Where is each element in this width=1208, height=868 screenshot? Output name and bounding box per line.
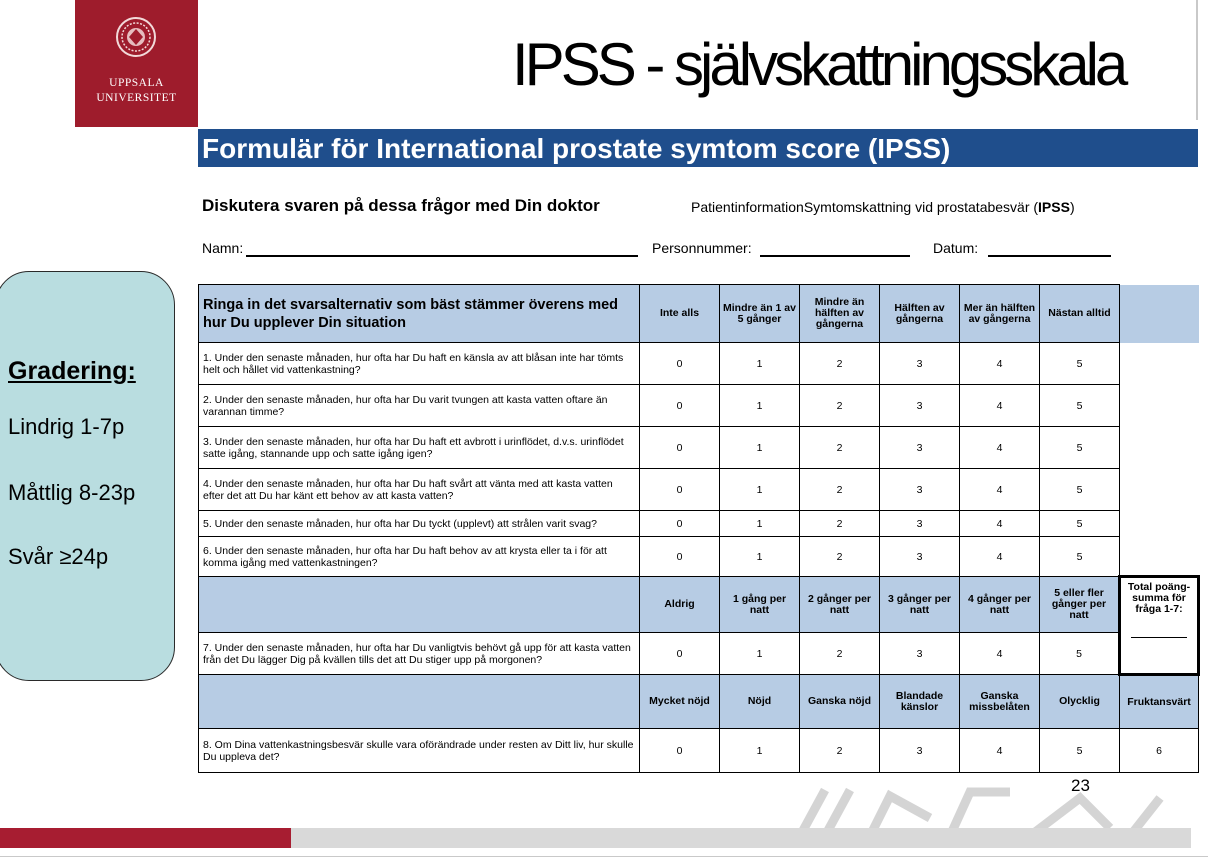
score-cell[interactable]: 2 bbox=[800, 537, 880, 577]
footer-red-bar bbox=[0, 828, 291, 848]
table-row bbox=[199, 385, 1199, 427]
footer-grey-bar bbox=[291, 828, 1191, 848]
patient-info-suffix: ) bbox=[1069, 199, 1075, 215]
question-text: 6. Under den senaste månaden, hur ofta har Du haft behov av att krysta eller ta i för att komma igång med vattenkastningen? bbox=[199, 537, 640, 577]
table-row bbox=[199, 537, 1199, 577]
score-cell[interactable]: 2 bbox=[800, 385, 880, 427]
score-cell[interactable]: 0 bbox=[640, 729, 720, 773]
ipss-table bbox=[198, 284, 1200, 773]
option-header: 2 gånger per natt bbox=[800, 577, 880, 633]
score-cell[interactable]: 3 bbox=[880, 633, 960, 675]
score-cell[interactable]: 0 bbox=[640, 633, 720, 675]
table-row bbox=[199, 343, 1199, 385]
option-header: 1 gång per natt bbox=[720, 577, 800, 633]
question-text: 8. Om Dina vattenkastningsbesvär skulle vara oförändrade under resten av Ditt liv, hur skulle Du uppleva det? bbox=[199, 729, 640, 773]
name-label: Namn: bbox=[202, 240, 244, 256]
question-text: 4. Under den senaste månaden, hur ofta har Du haft svårt att vänta med att kasta vatten efter det att Du har känt ett behov av att kasta vatten? bbox=[199, 469, 640, 511]
grading-moderate: Måttlig 8-23p bbox=[8, 480, 136, 505]
option-header: Ganska nöjd bbox=[800, 675, 880, 729]
score-cell[interactable]: 4 bbox=[960, 537, 1040, 577]
score-cell[interactable]: 3 bbox=[880, 343, 960, 385]
question-text: 3. Under den senaste månaden, hur ofta har Du haft ett avbrott i urinflödet, d.v.s. urinflödet satte igång, stannande upp och satte igång igen? bbox=[199, 427, 640, 469]
score-cell[interactable]: 2 bbox=[800, 343, 880, 385]
score-cell[interactable]: 1 bbox=[720, 343, 800, 385]
name-field-line[interactable] bbox=[246, 255, 638, 257]
grading-title: Gradering: bbox=[8, 357, 136, 385]
option-header: Nästan alltid bbox=[1040, 285, 1120, 343]
question-text: 1. Under den senaste månaden, hur ofta har Du haft en känsla av att blåsan inte har tömts helt och hållet vid vattenkastning? bbox=[199, 343, 640, 385]
option-header: Nöjd bbox=[720, 675, 800, 729]
score-cell[interactable]: 2 bbox=[800, 427, 880, 469]
score-cell[interactable]: 2 bbox=[800, 469, 880, 511]
table-row bbox=[199, 469, 1199, 511]
university-seal-icon bbox=[115, 16, 157, 58]
empty-header-cell bbox=[199, 577, 640, 633]
score-cell[interactable]: 5 bbox=[1040, 427, 1120, 469]
date-label: Datum: bbox=[933, 240, 979, 256]
blank-cell bbox=[1120, 343, 1199, 385]
option-header: 5 eller fler gånger per natt bbox=[1040, 577, 1120, 633]
score-cell[interactable]: 2 bbox=[800, 511, 880, 537]
score-cell[interactable]: 0 bbox=[640, 511, 720, 537]
table-row bbox=[199, 427, 1199, 469]
option-header: 3 gånger per natt bbox=[880, 577, 960, 633]
blank-cell bbox=[1120, 427, 1199, 469]
score-cell[interactable]: 3 bbox=[880, 427, 960, 469]
page-number: 23 bbox=[1071, 776, 1090, 795]
question-text: 2. Under den senaste månaden, hur ofta har Du varit tvungen att kasta vatten oftare än varannan timme? bbox=[199, 385, 640, 427]
score-cell[interactable]: 4 bbox=[960, 729, 1040, 773]
logo-line-2: UNIVERSITET bbox=[96, 92, 177, 104]
question-text: 5. Under den senaste månaden, hur ofta har Du tyckt (upplevt) att strålen varit svag? bbox=[199, 511, 640, 537]
score-cell[interactable]: 3 bbox=[880, 385, 960, 427]
option-header: Mycket nöjd bbox=[640, 675, 720, 729]
question-text: 7. Under den senaste månaden, hur ofta har Du vanligtvis behövt gå upp för att kasta vatten från det Du lägger Dig på kvällen tills det att Du stiger upp på morgonen? bbox=[199, 633, 640, 675]
score-cell[interactable]: 0 bbox=[640, 469, 720, 511]
patient-info-ipss: IPSS bbox=[1038, 199, 1070, 215]
blank-cell bbox=[1120, 469, 1199, 511]
total-score-label: Total poäng-summa för fråga 1-7: bbox=[1127, 581, 1191, 615]
header-row-quality-of-life bbox=[199, 675, 1199, 729]
form-title-banner: Formulär för International prostate symtom score (IPSS) bbox=[198, 129, 1198, 167]
personnummer-label: Personnummer: bbox=[652, 240, 752, 256]
score-cell[interactable]: 0 bbox=[640, 537, 720, 577]
score-cell[interactable]: 5 bbox=[1040, 729, 1120, 773]
score-cell[interactable]: 3 bbox=[880, 729, 960, 773]
grading-severe: Svår ≥24p bbox=[8, 544, 109, 569]
uppsala-university-logo bbox=[75, 0, 198, 127]
instruction-text: Diskutera svaren på dessa frågor med Din doktor bbox=[202, 196, 600, 215]
slide-title: IPSS - självskattningsskala bbox=[512, 31, 1125, 98]
score-cell[interactable]: 5 bbox=[1040, 537, 1120, 577]
score-cell[interactable]: 5 bbox=[1040, 469, 1120, 511]
logo-line-1: UPPSALA bbox=[109, 77, 164, 89]
score-cell[interactable]: 4 bbox=[960, 385, 1040, 427]
option-header: Hälften av gångerna bbox=[880, 285, 960, 343]
table-row bbox=[199, 511, 1199, 537]
score-cell[interactable]: 1 bbox=[720, 427, 800, 469]
option-header: Aldrig bbox=[640, 577, 720, 633]
option-header: Inte alls bbox=[640, 285, 720, 343]
score-cell[interactable]: 3 bbox=[880, 537, 960, 577]
option-header: Olycklig bbox=[1040, 675, 1120, 729]
score-cell[interactable]: 4 bbox=[960, 511, 1040, 537]
blank-cell bbox=[1120, 537, 1199, 577]
score-cell[interactable]: 5 bbox=[1040, 343, 1120, 385]
blank-cell bbox=[1120, 511, 1199, 537]
empty-header-cell bbox=[199, 675, 640, 729]
score-cell[interactable]: 2 bbox=[800, 633, 880, 675]
score-cell[interactable]: 1 bbox=[720, 469, 800, 511]
total-score-box[interactable] bbox=[1120, 577, 1199, 675]
score-cell[interactable]: 5 bbox=[1040, 511, 1120, 537]
table-row bbox=[199, 729, 1199, 773]
score-cell[interactable]: 0 bbox=[640, 343, 720, 385]
personnummer-field-line[interactable] bbox=[760, 255, 910, 257]
grading-mild: Lindrig 1-7p bbox=[8, 414, 125, 439]
score-cell[interactable]: 5 bbox=[1040, 385, 1120, 427]
score-cell[interactable]: 1 bbox=[720, 511, 800, 537]
header-row-nocturia bbox=[199, 577, 1199, 633]
score-cell[interactable]: 1 bbox=[720, 633, 800, 675]
score-cell[interactable]: 1 bbox=[720, 385, 800, 427]
patient-info-prefix: PatientinformationSymtomskattning vid prostatabesvär ( bbox=[691, 199, 1039, 215]
score-cell[interactable]: 2 bbox=[800, 729, 880, 773]
score-cell[interactable]: 6 bbox=[1120, 729, 1199, 773]
bottom-frame-line bbox=[0, 856, 1208, 857]
option-header: Mindre än hälften av gångerna bbox=[800, 285, 880, 343]
option-header: 4 gånger per natt bbox=[960, 577, 1040, 633]
date-field-line[interactable] bbox=[988, 255, 1111, 257]
option-header: Mindre än 1 av 5 gånger bbox=[720, 285, 800, 343]
score-cell[interactable]: 3 bbox=[880, 511, 960, 537]
score-cell[interactable]: 3 bbox=[880, 469, 960, 511]
score-cell[interactable]: 0 bbox=[640, 427, 720, 469]
right-frame-line bbox=[1196, 0, 1198, 120]
score-cell[interactable]: 1 bbox=[720, 729, 800, 773]
blank-cell bbox=[1120, 385, 1199, 427]
total-score-line[interactable] bbox=[1131, 637, 1187, 638]
option-header: Ganska missbelåten bbox=[960, 675, 1040, 729]
blank-cell bbox=[1120, 285, 1199, 343]
grading-panel bbox=[0, 271, 175, 681]
question-header: Ringa in det svarsalternativ som bäst stämmer överens med hur Du upplever Din situation bbox=[199, 285, 640, 343]
score-cell[interactable]: 4 bbox=[960, 469, 1040, 511]
table-row bbox=[199, 633, 1199, 675]
header-row-frequency bbox=[199, 285, 1199, 343]
patient-info-text bbox=[691, 199, 1075, 215]
score-cell[interactable]: 4 bbox=[960, 427, 1040, 469]
score-cell[interactable]: 1 bbox=[720, 537, 800, 577]
score-cell[interactable]: 5 bbox=[1040, 633, 1120, 675]
score-cell[interactable]: 4 bbox=[960, 633, 1040, 675]
score-cell[interactable]: 0 bbox=[640, 385, 720, 427]
option-header: Fruktansvärt bbox=[1120, 675, 1199, 729]
score-cell[interactable]: 4 bbox=[960, 343, 1040, 385]
option-header: Mer än hälften av gångerna bbox=[960, 285, 1040, 343]
option-header: Blandade känslor bbox=[880, 675, 960, 729]
